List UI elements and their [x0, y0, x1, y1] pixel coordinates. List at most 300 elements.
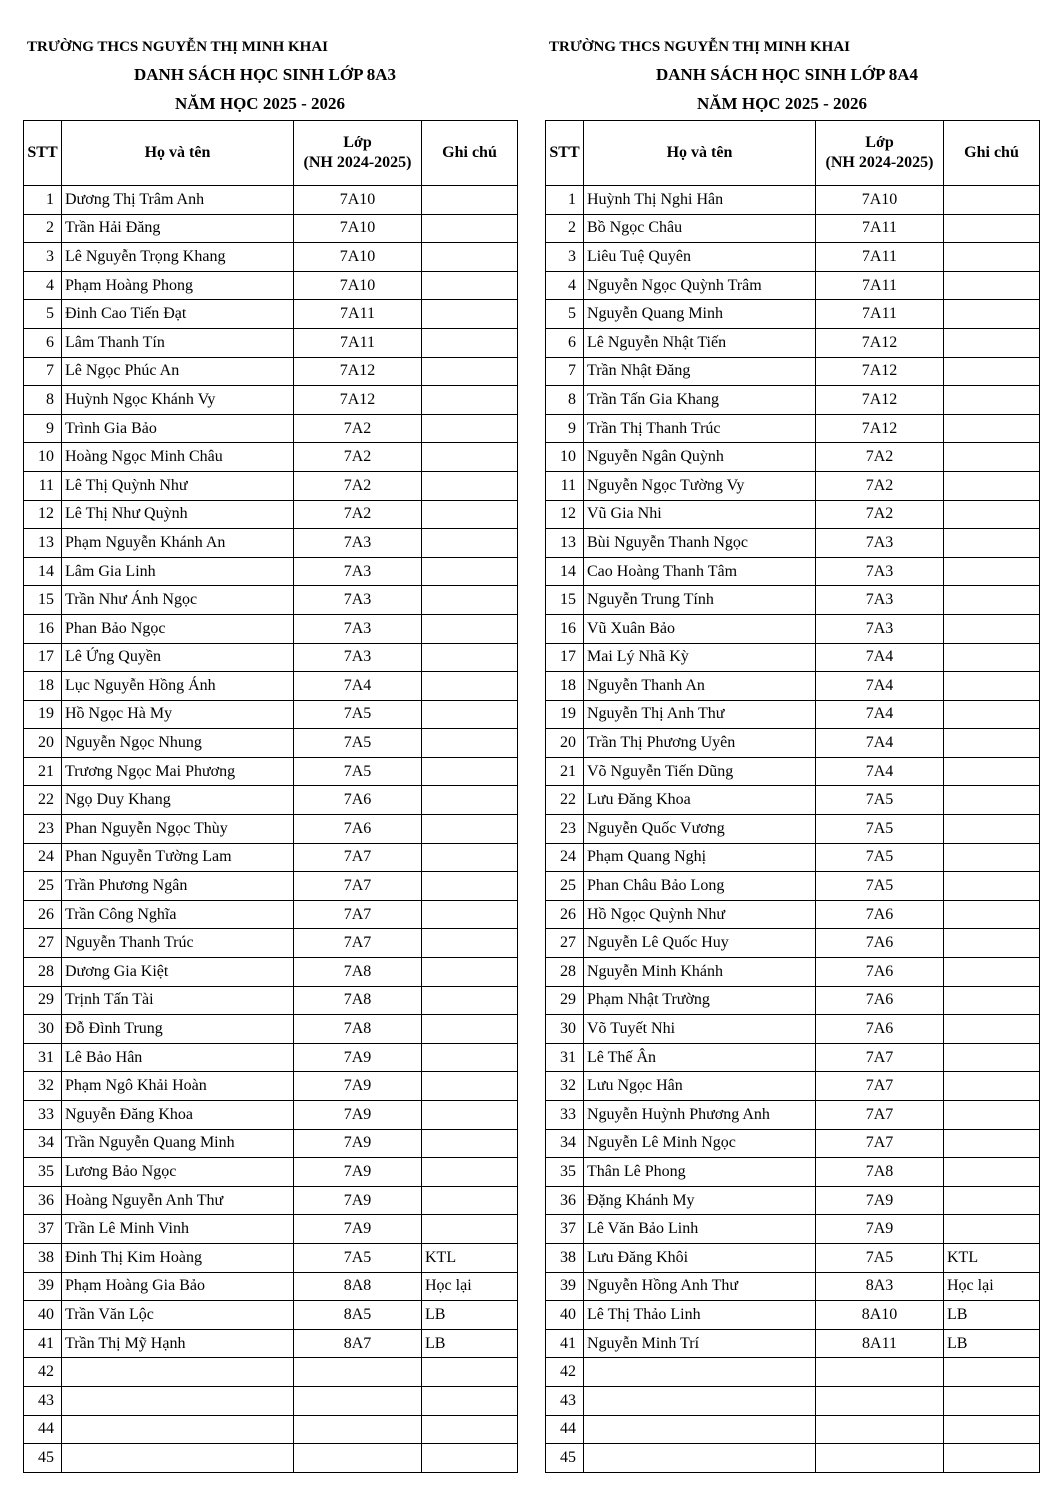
header-class [816, 121, 944, 186]
row-stt: 45 [24, 1444, 62, 1473]
row-stt: 36 [546, 1186, 584, 1215]
table-row [546, 729, 1040, 758]
row-note [944, 1043, 1040, 1072]
row-note [944, 643, 1040, 672]
header-note: Ghi chú [422, 121, 518, 186]
table-row [24, 1444, 518, 1473]
school-year: NĂM HỌC 2025 - 2026 [175, 94, 345, 113]
row-class: 7A3 [294, 614, 422, 643]
table-row [24, 243, 518, 272]
row-note [422, 1101, 518, 1130]
row-stt: 8 [546, 386, 584, 415]
row-name: Dương Gia Kiệt [62, 958, 294, 987]
table-row [546, 328, 1040, 357]
row-name: Nguyễn Ngọc Tường Vy [584, 471, 816, 500]
row-stt: 23 [546, 815, 584, 844]
row-note [422, 1358, 518, 1387]
row-name: Nguyễn Ngọc Quỳnh Trâm [584, 271, 816, 300]
row-class: 7A12 [294, 357, 422, 386]
row-class: 7A10 [294, 243, 422, 272]
table-row [546, 672, 1040, 701]
row-stt: 22 [24, 786, 62, 815]
row-name: Lâm Gia Linh [62, 557, 294, 586]
row-name: Võ Tuyết Nhi [584, 1015, 816, 1044]
row-note [944, 1158, 1040, 1187]
row-note [422, 700, 518, 729]
row-note [944, 872, 1040, 901]
table-row [24, 357, 518, 386]
row-note [944, 414, 1040, 443]
row-stt: 43 [546, 1386, 584, 1415]
row-name: Phạm Nhật Trường [584, 986, 816, 1015]
row-name: Hồ Ngọc Quỳnh Như [584, 900, 816, 929]
row-stt: 10 [24, 443, 62, 472]
row-stt: 9 [24, 414, 62, 443]
row-name: Nguyễn Thanh Trúc [62, 929, 294, 958]
row-class [816, 1415, 944, 1444]
row-stt: 6 [24, 328, 62, 357]
row-class: 7A6 [816, 1015, 944, 1044]
table-row [546, 929, 1040, 958]
row-stt: 34 [546, 1129, 584, 1158]
row-note [422, 1072, 518, 1101]
row-class: 7A8 [294, 986, 422, 1015]
row-name [62, 1386, 294, 1415]
row-name: Phan Châu Bảo Long [584, 872, 816, 901]
row-class: 7A7 [816, 1129, 944, 1158]
row-name [62, 1444, 294, 1473]
row-class: 7A3 [294, 557, 422, 586]
row-class: 7A9 [294, 1158, 422, 1187]
row-stt: 41 [24, 1329, 62, 1358]
school-name: TRƯỜNG THCS NGUYỄN THỊ MINH KHAI [549, 39, 851, 55]
row-note [944, 729, 1040, 758]
table-row [546, 1301, 1040, 1330]
row-note [944, 214, 1040, 243]
row-stt: 2 [24, 214, 62, 243]
row-note [944, 1215, 1040, 1244]
table-row [546, 843, 1040, 872]
row-name: Nguyễn Huỳnh Phương Anh [584, 1101, 816, 1130]
row-class: 7A2 [816, 443, 944, 472]
row-stt: 40 [24, 1301, 62, 1330]
table-row [546, 958, 1040, 987]
row-stt: 20 [546, 729, 584, 758]
row-note [422, 872, 518, 901]
row-name [584, 1444, 816, 1473]
row-name: Trịnh Tấn Tài [62, 986, 294, 1015]
table-row [546, 529, 1040, 558]
row-class: 7A7 [294, 929, 422, 958]
row-stt: 29 [24, 986, 62, 1015]
table-row [546, 1386, 1040, 1415]
row-name: Lâm Thanh Tín [62, 328, 294, 357]
row-class: 7A6 [294, 786, 422, 815]
row-class: 8A11 [816, 1329, 944, 1358]
row-note [944, 614, 1040, 643]
row-note [944, 300, 1040, 329]
row-class: 7A3 [294, 586, 422, 615]
row-class: 7A3 [816, 614, 944, 643]
row-note [422, 1158, 518, 1187]
row-name: Lê Thị Quỳnh Như [62, 471, 294, 500]
row-class: 7A11 [816, 300, 944, 329]
row-stt: 42 [24, 1358, 62, 1387]
table-row [546, 414, 1040, 443]
row-stt: 33 [24, 1101, 62, 1130]
row-class: 7A2 [294, 471, 422, 500]
row-stt: 36 [24, 1186, 62, 1215]
row-name: Hoàng Nguyễn Anh Thư [62, 1186, 294, 1215]
row-class: 7A10 [816, 186, 944, 215]
row-class: 7A5 [294, 757, 422, 786]
row-note [422, 186, 518, 215]
row-stt: 5 [24, 300, 62, 329]
row-name: Cao Hoàng Thanh Tâm [584, 557, 816, 586]
row-class: 7A3 [816, 529, 944, 558]
row-class: 7A8 [294, 1015, 422, 1044]
row-note: KTL [944, 1243, 1040, 1272]
row-stt: 25 [546, 872, 584, 901]
row-stt: 31 [24, 1043, 62, 1072]
row-note [422, 757, 518, 786]
table-row [24, 786, 518, 815]
row-class: 7A2 [816, 500, 944, 529]
table-row [24, 529, 518, 558]
row-stt: 39 [546, 1272, 584, 1301]
table-row [546, 1415, 1040, 1444]
row-stt: 3 [546, 243, 584, 272]
row-class [816, 1358, 944, 1387]
table-row [546, 443, 1040, 472]
table-row [24, 1215, 518, 1244]
row-name: Lê Thị Như Quỳnh [62, 500, 294, 529]
row-stt: 24 [546, 843, 584, 872]
row-note [422, 529, 518, 558]
row-note [422, 815, 518, 844]
row-name: Bùi Nguyễn Thanh Ngọc [584, 529, 816, 558]
row-class: 7A12 [816, 328, 944, 357]
row-note [422, 614, 518, 643]
row-note [422, 300, 518, 329]
school-year: NĂM HỌC 2025 - 2026 [697, 94, 867, 113]
row-class [294, 1415, 422, 1444]
row-name: Phạm Nguyễn Khánh An [62, 529, 294, 558]
row-class: 7A2 [294, 500, 422, 529]
table-row [546, 643, 1040, 672]
row-stt: 42 [546, 1358, 584, 1387]
row-class: 7A6 [816, 986, 944, 1015]
row-name: Thân Lê Phong [584, 1158, 816, 1187]
row-class [294, 1358, 422, 1387]
header-class [294, 121, 422, 186]
table-row [546, 1186, 1040, 1215]
table-row [546, 700, 1040, 729]
class-list-8a3 [23, 38, 517, 1473]
row-stt: 15 [24, 586, 62, 615]
table-row [546, 1444, 1040, 1473]
row-name: Phạm Hoàng Phong [62, 271, 294, 300]
row-class: 8A7 [294, 1329, 422, 1358]
row-name: Võ Nguyễn Tiến Dũng [584, 757, 816, 786]
row-class: 7A9 [294, 1186, 422, 1215]
table-row [546, 900, 1040, 929]
row-note [944, 815, 1040, 844]
row-stt: 38 [546, 1243, 584, 1272]
row-class: 7A6 [816, 900, 944, 929]
row-name: Huỳnh Ngọc Khánh Vy [62, 386, 294, 415]
row-note [944, 186, 1040, 215]
row-stt: 39 [24, 1272, 62, 1301]
table-row [24, 414, 518, 443]
row-class: 7A11 [816, 214, 944, 243]
list-title: DANH SÁCH HỌC SINH LỚP 8A4 [655, 65, 919, 84]
row-stt: 17 [546, 643, 584, 672]
table-row [546, 243, 1040, 272]
row-name: Trần Thị Mỹ Hạnh [62, 1329, 294, 1358]
row-note [944, 672, 1040, 701]
row-stt: 27 [24, 929, 62, 958]
row-name: Hồ Ngọc Hà My [62, 700, 294, 729]
row-note [944, 986, 1040, 1015]
table-row [24, 328, 518, 357]
row-name: Phạm Quang Nghị [584, 843, 816, 872]
table-row [546, 1243, 1040, 1272]
table-row [546, 1272, 1040, 1301]
row-name: Nguyễn Lê Minh Ngọc [584, 1129, 816, 1158]
header-note: Ghi chú [944, 121, 1040, 186]
row-note [944, 1015, 1040, 1044]
row-name: Nguyễn Ngân Quỳnh [584, 443, 816, 472]
row-name [584, 1415, 816, 1444]
row-note [944, 500, 1040, 529]
row-note [422, 672, 518, 701]
row-note [944, 900, 1040, 929]
row-note [422, 386, 518, 415]
row-note [422, 1415, 518, 1444]
row-class: 7A5 [294, 729, 422, 758]
row-stt: 15 [546, 586, 584, 615]
table-row [24, 443, 518, 472]
table-row [546, 786, 1040, 815]
school-name: TRƯỜNG THCS NGUYỄN THỊ MINH KHAI [27, 39, 329, 55]
table-row [546, 1015, 1040, 1044]
row-name: Trần Tấn Gia Khang [584, 386, 816, 415]
row-note [422, 328, 518, 357]
row-name: Phạm Ngô Khải Hoàn [62, 1072, 294, 1101]
header-class-line2: (NH 2024-2025) [825, 154, 934, 171]
table-row [24, 1072, 518, 1101]
row-name: Liêu Tuệ Quyên [584, 243, 816, 272]
table-row [546, 986, 1040, 1015]
row-stt: 25 [24, 872, 62, 901]
row-note [944, 786, 1040, 815]
row-stt: 37 [546, 1215, 584, 1244]
row-name: Nguyễn Lê Quốc Huy [584, 929, 816, 958]
row-name: Bồ Ngọc Châu [584, 214, 816, 243]
table-row [24, 1129, 518, 1158]
row-class [294, 1444, 422, 1473]
row-name: Nguyễn Thanh An [584, 672, 816, 701]
row-name: Nguyễn Quốc Vương [584, 815, 816, 844]
row-class: 7A3 [816, 586, 944, 615]
row-class: 8A3 [816, 1272, 944, 1301]
row-class: 7A3 [294, 529, 422, 558]
row-note: Học lại [422, 1272, 518, 1301]
student-table [23, 120, 518, 1473]
row-stt: 6 [546, 328, 584, 357]
row-name: Trần Công Nghĩa [62, 900, 294, 929]
row-name: Trình Gia Bảo [62, 414, 294, 443]
table-row [24, 1329, 518, 1358]
student-table [545, 120, 1040, 1473]
row-class: 7A11 [294, 328, 422, 357]
row-stt: 29 [546, 986, 584, 1015]
table-row [546, 300, 1040, 329]
row-class: 7A9 [294, 1043, 422, 1072]
row-name: Trần Hải Đăng [62, 214, 294, 243]
table-header-row [546, 121, 1040, 186]
row-name: Lưu Ngọc Hân [584, 1072, 816, 1101]
table-row [24, 386, 518, 415]
row-stt: 44 [546, 1415, 584, 1444]
row-stt: 18 [24, 672, 62, 701]
row-stt: 1 [24, 186, 62, 215]
row-note [944, 586, 1040, 615]
row-class: 7A9 [294, 1215, 422, 1244]
row-class: 7A7 [294, 872, 422, 901]
table-row [24, 1243, 518, 1272]
row-class: 7A4 [816, 757, 944, 786]
header-stt: STT [546, 121, 584, 186]
row-note [944, 700, 1040, 729]
row-class: 7A10 [294, 186, 422, 215]
table-row [24, 900, 518, 929]
row-class: 7A7 [294, 900, 422, 929]
row-stt: 38 [24, 1243, 62, 1272]
row-class: 7A12 [816, 386, 944, 415]
row-note [422, 1215, 518, 1244]
row-name: Phạm Hoàng Gia Bảo [62, 1272, 294, 1301]
row-name: Nguyễn Trung Tính [584, 586, 816, 615]
table-row [24, 471, 518, 500]
row-class: 7A6 [816, 958, 944, 987]
table-row [24, 557, 518, 586]
row-stt: 7 [24, 357, 62, 386]
row-stt: 10 [546, 443, 584, 472]
row-class: 7A3 [294, 643, 422, 672]
row-stt: 41 [546, 1329, 584, 1358]
row-stt: 4 [24, 271, 62, 300]
row-note [422, 586, 518, 615]
table-row [24, 1015, 518, 1044]
row-note [944, 471, 1040, 500]
row-note [944, 843, 1040, 872]
row-note [422, 414, 518, 443]
row-note [422, 1043, 518, 1072]
row-stt: 28 [546, 958, 584, 987]
row-stt: 43 [24, 1386, 62, 1415]
row-stt: 30 [24, 1015, 62, 1044]
table-row [24, 1358, 518, 1387]
table-row [24, 271, 518, 300]
row-stt: 17 [24, 643, 62, 672]
row-stt: 37 [24, 1215, 62, 1244]
row-note [422, 900, 518, 929]
row-name: Đinh Thị Kim Hoàng [62, 1243, 294, 1272]
row-class: 7A7 [816, 1101, 944, 1130]
row-name: Lê Văn Bảo Linh [584, 1215, 816, 1244]
row-name [62, 1415, 294, 1444]
row-name: Lương Bảo Ngọc [62, 1158, 294, 1187]
row-class: 7A5 [816, 843, 944, 872]
row-class: 7A4 [816, 672, 944, 701]
row-stt: 8 [24, 386, 62, 415]
row-stt: 45 [546, 1444, 584, 1473]
row-name: Đinh Cao Tiến Đạt [62, 300, 294, 329]
table-row [24, 700, 518, 729]
row-stt: 35 [546, 1158, 584, 1187]
row-note [422, 1015, 518, 1044]
row-stt: 5 [546, 300, 584, 329]
row-stt: 19 [546, 700, 584, 729]
row-class: 7A10 [294, 271, 422, 300]
table-row [546, 1072, 1040, 1101]
row-note [944, 1386, 1040, 1415]
row-note [422, 557, 518, 586]
row-note [422, 214, 518, 243]
row-name: Lưu Đăng Khoa [584, 786, 816, 815]
table-row [546, 471, 1040, 500]
row-note [944, 443, 1040, 472]
row-class: 7A4 [816, 643, 944, 672]
row-note [422, 643, 518, 672]
row-name: Lê Thị Thảo Linh [584, 1301, 816, 1330]
row-note [422, 443, 518, 472]
row-note: LB [944, 1301, 1040, 1330]
header-class-line1: Lớp [865, 134, 894, 151]
table-row [24, 872, 518, 901]
row-note [422, 1386, 518, 1415]
row-stt: 18 [546, 672, 584, 701]
table-row [24, 300, 518, 329]
row-note: KTL [422, 1243, 518, 1272]
row-class: 7A11 [294, 300, 422, 329]
row-stt: 1 [546, 186, 584, 215]
row-name: Lưu Đăng Khôi [584, 1243, 816, 1272]
row-note [422, 1444, 518, 1473]
row-class: 7A5 [816, 872, 944, 901]
row-class: 7A7 [294, 843, 422, 872]
table-row [24, 186, 518, 215]
row-class: 7A8 [294, 958, 422, 987]
row-name: Mai Lý Nhã Kỳ [584, 643, 816, 672]
row-class: 8A5 [294, 1301, 422, 1330]
row-stt: 40 [546, 1301, 584, 1330]
row-class: 7A9 [294, 1072, 422, 1101]
row-name: Trần Như Ánh Ngọc [62, 586, 294, 615]
table-header-row [24, 121, 518, 186]
row-stt: 30 [546, 1015, 584, 1044]
row-name: Trần Thị Thanh Trúc [584, 414, 816, 443]
table-row [24, 1186, 518, 1215]
row-name [584, 1358, 816, 1387]
table-row [24, 929, 518, 958]
header-name: Họ và tên [62, 121, 294, 186]
row-name: Trương Ngọc Mai Phương [62, 757, 294, 786]
row-note [944, 1186, 1040, 1215]
row-class: 7A5 [816, 815, 944, 844]
